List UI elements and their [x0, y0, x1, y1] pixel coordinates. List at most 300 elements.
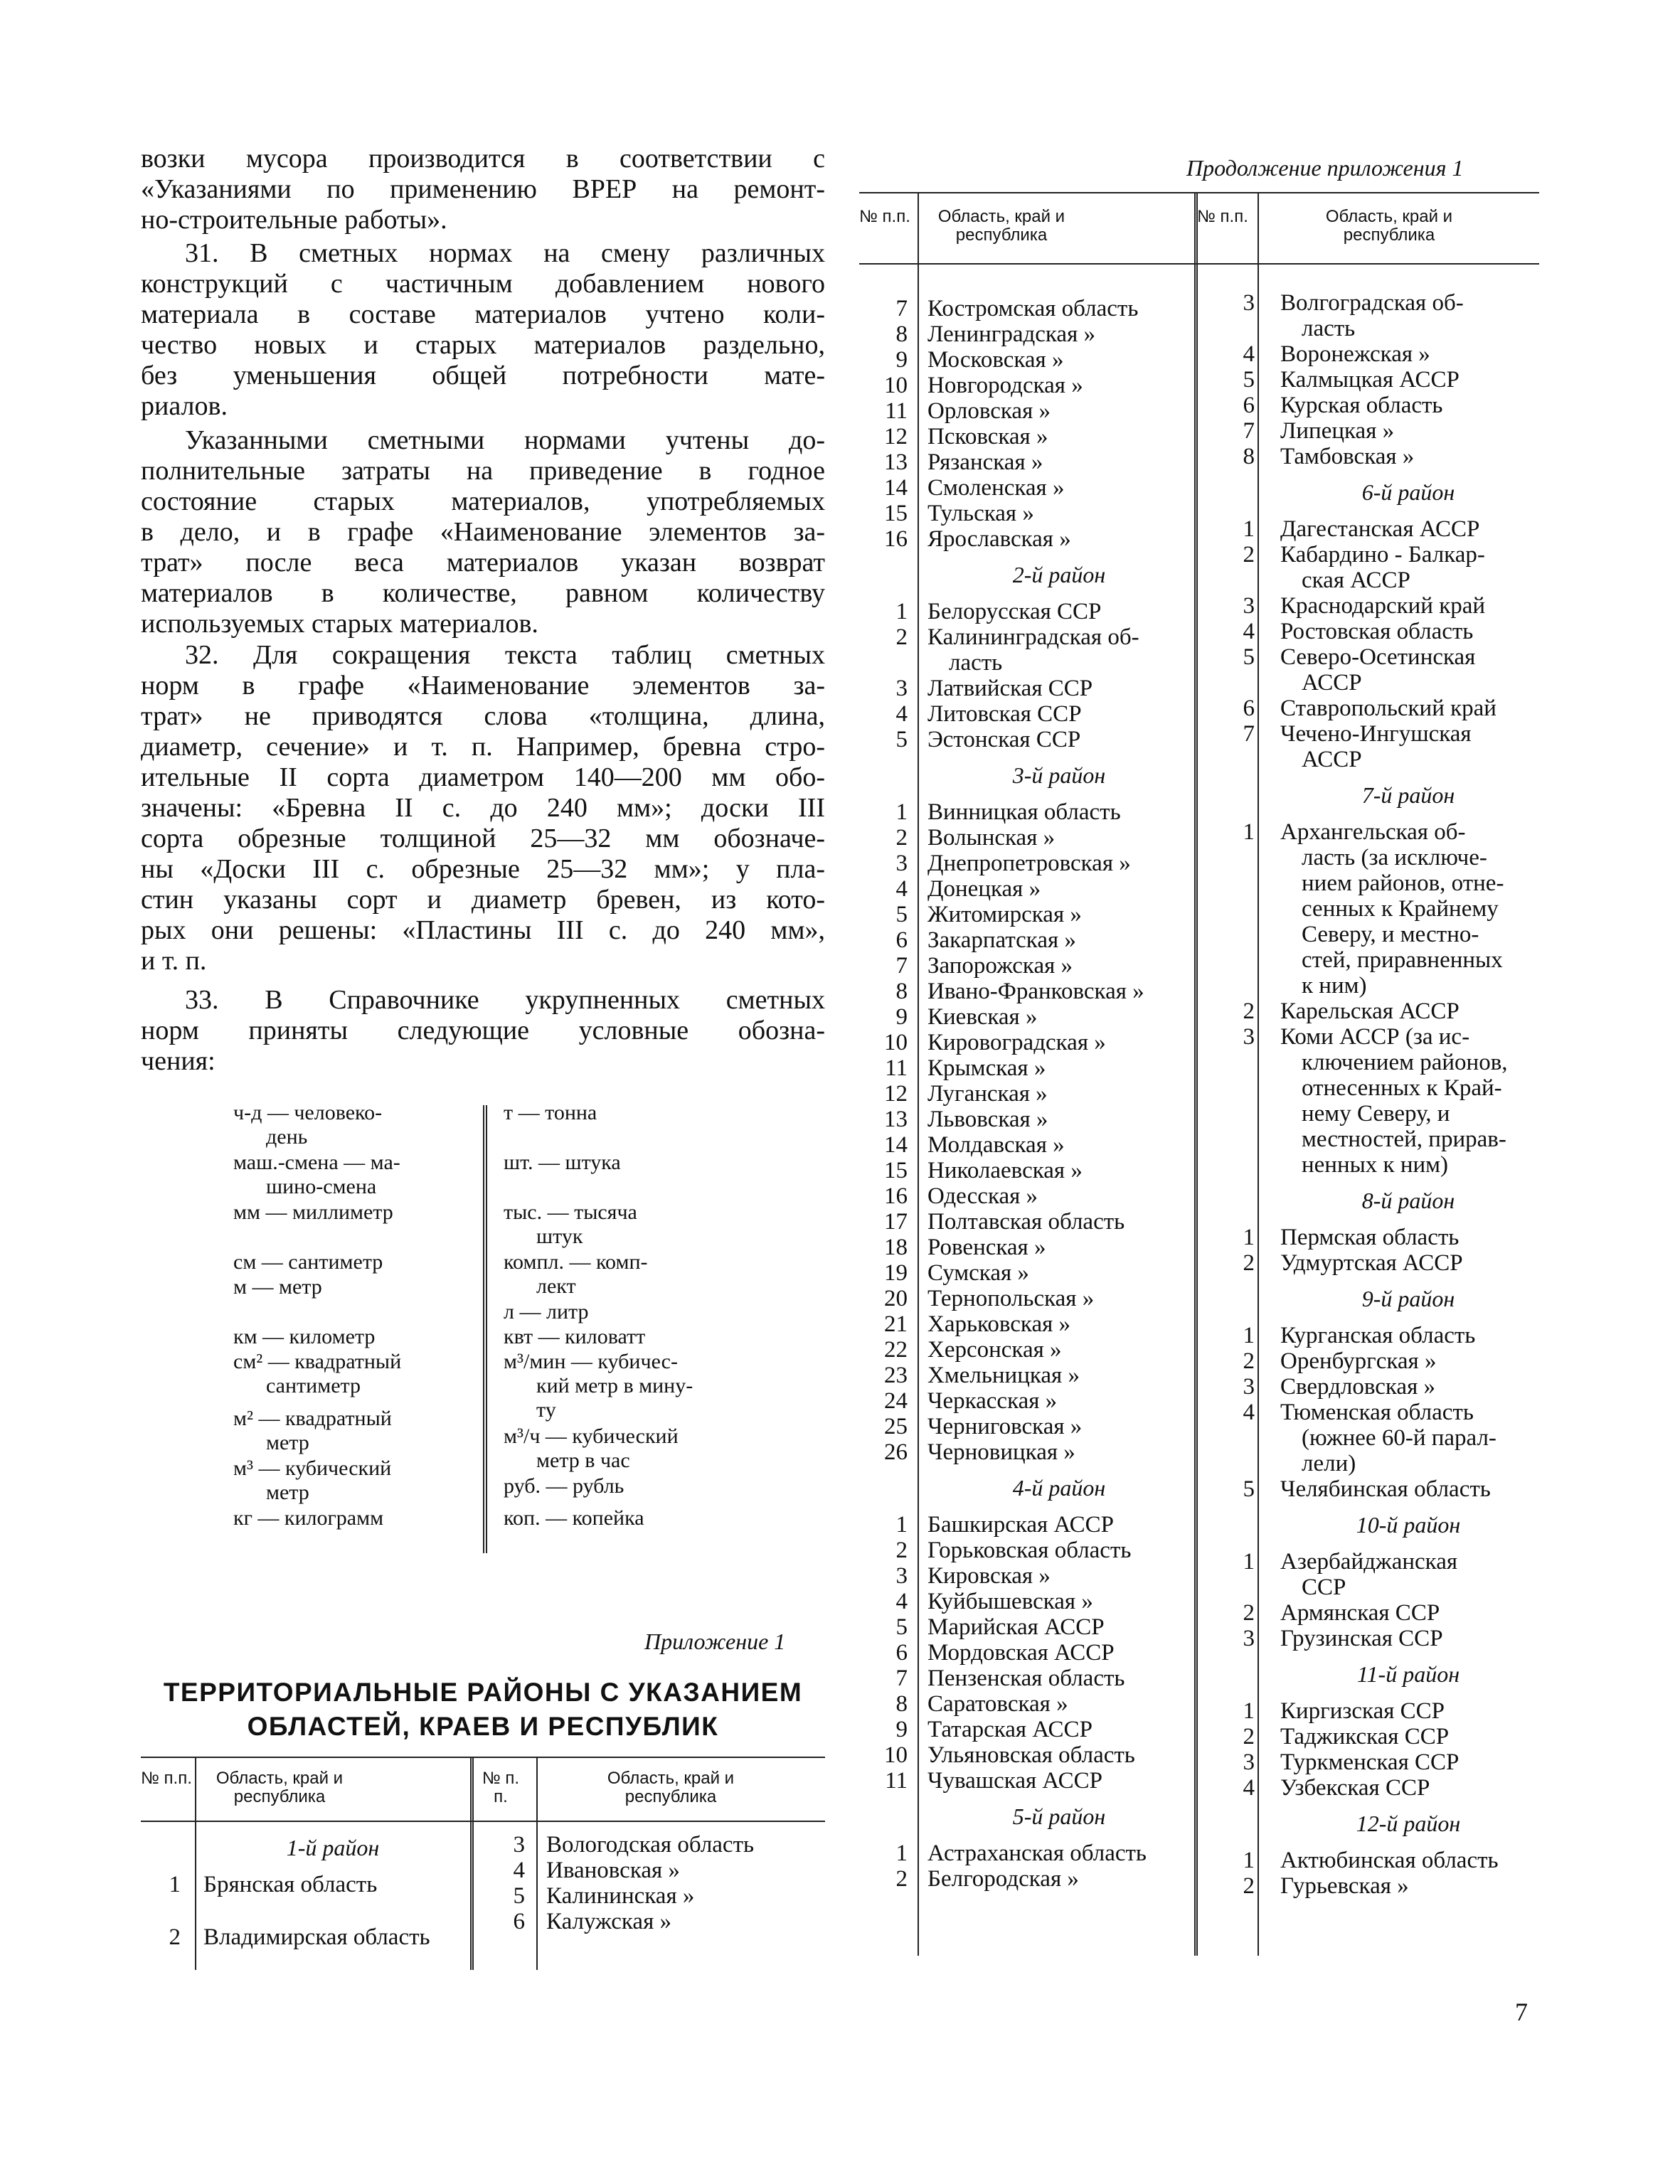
region-name: Куйбышевская »: [927, 1589, 1093, 1614]
text-line: без уменьшения общей потребности мате-: [141, 361, 825, 390]
row-number: 3: [513, 1832, 525, 1858]
abbreviation-item: [504, 1101, 597, 1125]
abbreviation-text: м³/мин — кубичес-: [504, 1350, 678, 1373]
region-name: Ярославская »: [927, 526, 1071, 552]
region-name: Калужская »: [546, 1909, 672, 1934]
region-name: Брянская область: [203, 1872, 378, 1897]
region-name: Харьковская »: [927, 1311, 1071, 1337]
abbreviation-text: квт — киловатт: [504, 1325, 646, 1348]
region-name: Актюбинская область: [1280, 1848, 1499, 1873]
row-number: 13: [884, 449, 908, 475]
region-name: Курганская область: [1280, 1323, 1476, 1348]
row-number: 3: [1243, 1024, 1255, 1050]
region-name: Белорусская ССР: [927, 599, 1102, 624]
paragraph-31-continued: [141, 425, 825, 639]
region-name: Армянская ССР: [1280, 1600, 1440, 1626]
region-name: Сумская »: [927, 1260, 1029, 1286]
abbreviation-text: лект: [536, 1274, 576, 1298]
row-number: 3: [895, 1563, 908, 1589]
text-line: состояние старых материалов, употребляемых: [141, 486, 825, 516]
region-name: ласть: [1302, 316, 1356, 341]
region-name: ская АССР: [1302, 568, 1410, 593]
row-number: 4: [895, 1589, 908, 1614]
region-name: Северу, и местно-: [1302, 922, 1479, 947]
row-number: 1: [1243, 516, 1255, 542]
row-number: 5: [895, 902, 908, 927]
district-heading: 1-й район: [286, 1835, 380, 1860]
row-number: 7: [895, 296, 908, 321]
row-number: 1: [169, 1872, 181, 1897]
abbreviation-text: метр: [266, 1431, 309, 1454]
abbreviation-text: мм — миллиметр: [233, 1200, 393, 1224]
region-name: Николаевская »: [927, 1158, 1083, 1183]
text-line: рых они решены: «Пластины III с. до 240 мм»,: [141, 915, 825, 945]
abbreviation-item: [233, 1151, 400, 1199]
abbreviation-text: см² — квадратный: [233, 1350, 402, 1373]
abbreviation-text: коп. — копейка: [504, 1506, 644, 1530]
region-name: Таджикская ССР: [1280, 1724, 1450, 1749]
row-number: 5: [1243, 1476, 1255, 1502]
row-number: 12: [884, 424, 908, 449]
row-number: 10: [884, 1742, 908, 1768]
text-line: конструкций с частичным добавлением нового: [141, 269, 825, 299]
header-num-2: № п. п.: [482, 1769, 520, 1806]
region-name: Херсонская »: [927, 1337, 1062, 1363]
abbreviation-text: кий метр в мину-: [536, 1374, 693, 1397]
region-name: Латвийская ССР: [927, 676, 1093, 701]
row-number: 11: [885, 1055, 908, 1081]
row-number: 15: [884, 501, 908, 526]
row-number: 1: [1243, 1225, 1255, 1250]
row-number: 2: [1243, 1724, 1255, 1749]
abbreviation-item: [233, 1456, 391, 1505]
row-number: 1: [895, 1841, 908, 1866]
row-number: 9: [895, 1717, 908, 1742]
row-number: 9: [895, 1004, 908, 1030]
region-name: Краснодарский край: [1280, 593, 1486, 619]
abbreviation-text: тыс. — тысяча: [504, 1200, 637, 1224]
region-name: к ним): [1302, 973, 1367, 998]
abbreviation-item: [233, 1275, 322, 1299]
region-name: (южнее 60-й парал-: [1302, 1425, 1496, 1451]
abbreviation-text: л — литр: [504, 1300, 589, 1323]
region-name: Калининградская об-: [927, 624, 1139, 650]
region-name: Смоленская »: [927, 475, 1065, 501]
abbreviation-item: [504, 1325, 645, 1349]
region-name: Псковская »: [927, 424, 1048, 449]
region-name: Волынская »: [927, 825, 1056, 851]
text-line: материалов в количестве, равном количеству: [141, 578, 825, 608]
region-name: Астраханская область: [927, 1841, 1147, 1866]
region-name: Ростовская область: [1280, 619, 1474, 644]
region-name: Луганская »: [927, 1081, 1048, 1107]
abbreviation-item: [233, 1350, 401, 1398]
district-heading: 3-й район: [1012, 762, 1106, 788]
district-heading: 4-й район: [1012, 1475, 1106, 1501]
row-number: 3: [895, 851, 908, 876]
text-line: диаметр, сечение» и т. п. Например, бревна стро-: [141, 732, 825, 762]
region-name: Пензенская область: [927, 1666, 1125, 1691]
region-name: Киевская »: [927, 1004, 1038, 1030]
region-name: Львовская »: [927, 1107, 1048, 1132]
abbreviation-text: м³ — кубический: [233, 1456, 392, 1480]
region-name: нием районов, отне-: [1302, 870, 1504, 896]
region-name: Закарпатская »: [927, 927, 1076, 953]
text-line: 32. Для сокращения текста таблиц сметных: [185, 640, 825, 670]
row-number: 10: [884, 373, 908, 398]
appendix-label: Приложение 1: [644, 1629, 786, 1654]
region-name: ласть: [949, 650, 1003, 676]
region-name: Кировоградская »: [927, 1030, 1106, 1055]
abbreviation-item: [504, 1350, 693, 1422]
region-name: стей, приравненных: [1302, 947, 1503, 973]
row-number: 2: [1243, 998, 1255, 1024]
district-heading: 2-й район: [1012, 562, 1106, 587]
text-line: Указанными сметными нормами учтены до-: [185, 425, 825, 455]
region-name: Карельская АССР: [1280, 998, 1460, 1024]
abbreviation-text: м³/ч — кубический: [504, 1424, 679, 1448]
header-num-4: № п.п.: [1197, 207, 1248, 226]
district-heading: 11-й район: [1356, 1661, 1460, 1687]
abbreviation-text: ч-д — человеко-: [233, 1101, 383, 1124]
region-name: Винницкая область: [927, 799, 1121, 825]
abbreviation-item: [233, 1325, 375, 1349]
header-region-4: Область, край и республика: [1325, 207, 1453, 245]
row-number: 25: [884, 1414, 908, 1439]
region-name: Рязанская »: [927, 449, 1043, 475]
region-name: Чечено-Ингушская: [1280, 721, 1472, 747]
region-name: Пермская область: [1280, 1225, 1460, 1250]
abbreviation-text: маш.-смена — ма-: [233, 1151, 400, 1174]
region-name: Татарская АССР: [927, 1717, 1092, 1742]
row-number: 5: [513, 1883, 525, 1909]
paragraph-continued: [141, 144, 825, 235]
abbreviation-item: [233, 1506, 383, 1530]
region-name: Гурьевская »: [1280, 1873, 1409, 1899]
abbreviation-text: метр в час: [536, 1449, 630, 1472]
region-name: Молдавская »: [927, 1132, 1065, 1158]
region-name: Полтавская область: [927, 1209, 1125, 1235]
row-number: 18: [884, 1235, 908, 1260]
region-name: Калининская »: [546, 1883, 695, 1909]
abbreviation-item: [233, 1101, 382, 1149]
abbreviation-text: кг — килограмм: [233, 1506, 384, 1530]
header-num-3: № п.п.: [859, 207, 910, 226]
row-number: 8: [895, 1691, 908, 1717]
region-name: Саратовская »: [927, 1691, 1068, 1717]
abbreviation-item: [504, 1424, 679, 1473]
abbreviation-text: день: [266, 1125, 308, 1149]
paragraph-31: [141, 238, 825, 422]
region-name: АССР: [1302, 670, 1362, 696]
abbreviation-text: штук: [536, 1225, 583, 1248]
region-name: отнесенных к Край-: [1302, 1075, 1502, 1101]
abbreviation-item: [233, 1407, 392, 1455]
header-region: Область, край и республика: [216, 1769, 344, 1806]
region-name: ненных к ним): [1302, 1152, 1449, 1178]
district-heading: 7-й район: [1361, 782, 1455, 808]
row-number: 5: [1243, 367, 1255, 393]
row-number: 1: [1243, 1698, 1255, 1724]
district-heading: 5-й район: [1012, 1804, 1106, 1829]
region-name: Запорожская »: [927, 953, 1073, 979]
district-heading: 6-й район: [1361, 479, 1455, 505]
row-number: 22: [884, 1337, 908, 1363]
row-number: 7: [895, 1666, 908, 1691]
region-name: Владимирская область: [203, 1924, 430, 1950]
region-name: местностей, прирав-: [1302, 1126, 1506, 1152]
region-name: Туркменская ССР: [1280, 1749, 1460, 1775]
text-line: чения:: [141, 1046, 216, 1076]
header-region-3: Область, край и республика: [937, 207, 1065, 245]
row-number: 11: [885, 1768, 908, 1794]
abbreviation-text: сантиметр: [266, 1374, 361, 1397]
abbreviation-item: [233, 1250, 383, 1274]
row-number: 2: [169, 1924, 181, 1950]
row-number: 23: [884, 1363, 908, 1388]
text-line: норм приняты следующие условные обозна-: [141, 1016, 825, 1045]
row-number: 21: [884, 1311, 908, 1337]
row-number: 2: [1243, 1873, 1255, 1899]
region-name: Дагестанская АССР: [1280, 516, 1480, 542]
region-name: Новгородская »: [927, 373, 1083, 398]
region-name: Свердловская »: [1280, 1374, 1436, 1400]
row-number: 7: [895, 953, 908, 979]
abbreviations-list: [233, 1101, 760, 1570]
appendix-title-line2: ОБЛАСТЕЙ, КРАЕВ И РЕСПУБЛИК: [247, 1712, 719, 1741]
region-name: Вологодская область: [546, 1832, 755, 1858]
region-name: Литовская ССР: [927, 701, 1082, 727]
region-name: АССР: [1302, 747, 1362, 772]
row-number: 1: [895, 599, 908, 624]
row-number: 4: [1243, 341, 1255, 367]
region-name: Ивановская »: [546, 1858, 680, 1883]
row-number: 3: [1243, 593, 1255, 619]
row-number: 8: [895, 321, 908, 347]
row-number: 4: [1243, 1400, 1255, 1425]
row-number: 14: [884, 475, 908, 501]
district-heading: 12-й район: [1356, 1811, 1461, 1836]
region-name: Мордовская АССР: [927, 1640, 1115, 1666]
region-name: Удмуртская АССР: [1280, 1250, 1463, 1276]
row-number: 5: [895, 727, 908, 752]
row-number: 5: [895, 1614, 908, 1640]
paragraph-32: [141, 640, 825, 976]
row-number: 1: [1243, 1323, 1255, 1348]
row-number: 12: [884, 1081, 908, 1107]
row-number: 9: [895, 347, 908, 373]
text-line: 33. В Справочнике укрупненных сметных: [185, 985, 825, 1015]
row-number: 7: [1243, 418, 1255, 444]
row-number: 4: [1243, 1775, 1255, 1801]
region-name: Тюменская область: [1280, 1400, 1474, 1425]
row-number: 8: [1243, 444, 1255, 469]
text-line: используемых старых материалов.: [141, 609, 538, 639]
region-name: Тернопольская »: [927, 1286, 1095, 1311]
row-number: 1: [1243, 819, 1255, 845]
districts-table-start: [141, 1749, 825, 1970]
header-region-2: Область, край и республика: [607, 1769, 735, 1806]
text-line: чество новых и старых материалов раздельно,: [141, 330, 825, 360]
row-number: 1: [895, 1512, 908, 1538]
paragraph-33: [141, 985, 825, 1077]
region-name: Кабардино - Балкар-: [1280, 542, 1485, 568]
region-name: Киргизская ССР: [1280, 1698, 1445, 1724]
row-number: 19: [884, 1260, 908, 1286]
text-line: материала в составе материалов учтено коли-: [141, 299, 825, 329]
region-name: Ленинградская »: [927, 321, 1096, 347]
row-number: 7: [1243, 721, 1255, 747]
region-name: Черкасская »: [927, 1388, 1058, 1414]
region-name: Эстонская ССР: [927, 727, 1081, 752]
abbreviation-text: шино-смена: [266, 1175, 377, 1198]
row-number: 3: [1243, 1626, 1255, 1651]
row-number: 3: [895, 676, 908, 701]
row-number: 16: [884, 526, 908, 552]
region-name: Челябинская область: [1280, 1476, 1491, 1502]
region-name: Московская »: [927, 347, 1064, 373]
text-line: ительные II сорта диаметром 140—200 мм обо-: [141, 762, 825, 792]
region-name: Ульяновская область: [927, 1742, 1135, 1768]
region-name: Костромская область: [927, 296, 1139, 321]
region-name: Коми АССР (за ис-: [1280, 1024, 1470, 1050]
region-name: Грузинская ССР: [1280, 1626, 1443, 1651]
region-name: Северо-Осетинская: [1280, 644, 1476, 670]
row-number: 6: [1243, 393, 1255, 418]
abbreviation-item: [504, 1300, 588, 1324]
region-name: Житомирская »: [927, 902, 1082, 927]
district-heading: 9-й район: [1361, 1286, 1455, 1311]
text-line: риалов.: [141, 391, 228, 421]
text-line: ны «Доски III с. обрезные 25—32 мм»; у пла-: [141, 854, 825, 884]
row-number: 6: [895, 1640, 908, 1666]
abbreviation-item: [504, 1474, 624, 1498]
abbreviation-text: компл. — комп-: [504, 1250, 648, 1274]
abbreviation-text: метр: [266, 1481, 309, 1504]
row-number: 6: [895, 927, 908, 953]
row-number: 13: [884, 1107, 908, 1132]
region-name: Хмельницкая »: [927, 1363, 1080, 1388]
row-number: 16: [884, 1183, 908, 1209]
abbreviation-text: м² — квадратный: [233, 1407, 392, 1430]
abbreviation-text: т — тонна: [504, 1101, 597, 1124]
region-name: Черновицкая »: [927, 1439, 1075, 1465]
row-number: 6: [513, 1909, 525, 1934]
region-name: Ровенская »: [927, 1235, 1046, 1260]
text-line: значены: «Бревна II с. до 240 мм»; доски III: [141, 793, 825, 823]
region-name: ССР: [1302, 1575, 1346, 1600]
text-line: полнительные затраты на приведение в годное: [141, 456, 825, 486]
region-name: Курская область: [1280, 393, 1443, 418]
region-name: Калмыцкая АССР: [1280, 367, 1460, 393]
row-number: 2: [895, 1866, 908, 1892]
text-line: трат» после веса материалов указан возврат: [141, 548, 825, 577]
row-number: 1: [895, 799, 908, 825]
row-number: 8: [895, 979, 908, 1004]
region-name: Кировская »: [927, 1563, 1051, 1589]
region-name: Воронежская »: [1280, 341, 1430, 367]
row-number: 11: [885, 398, 908, 424]
row-number: 2: [1243, 1250, 1255, 1276]
abbreviation-text: ту: [536, 1398, 556, 1422]
row-number: 1: [1243, 1848, 1255, 1873]
region-name: Горьковская область: [927, 1538, 1132, 1563]
row-number: 2: [895, 825, 908, 851]
text-line: норм в графе «Наименование элементов за-: [141, 671, 825, 701]
row-number: 4: [895, 876, 908, 902]
region-name: сенных к Крайнему: [1302, 896, 1499, 922]
row-number: 4: [513, 1858, 525, 1883]
abbreviation-text: км — километр: [233, 1325, 376, 1348]
region-name: Узбекская ССР: [1280, 1775, 1430, 1801]
page-number: 7: [1515, 1998, 1528, 2026]
region-name: ключением районов,: [1302, 1050, 1508, 1075]
region-name: лели): [1302, 1451, 1356, 1476]
district-heading: 8-й район: [1361, 1188, 1455, 1213]
appendix-title-line1: ТЕРРИТОРИАЛЬНЫЕ РАЙОНЫ С УКАЗАНИЕМ: [163, 1678, 803, 1707]
region-name: Волгоградская об-: [1280, 290, 1464, 316]
region-name: Черниговская »: [927, 1414, 1083, 1439]
abbreviation-item: [233, 1200, 393, 1225]
row-number: 14: [884, 1132, 908, 1158]
region-name: Белгородская »: [927, 1866, 1079, 1892]
region-name: Тульская »: [927, 501, 1034, 526]
header-num: № п.п.: [141, 1769, 192, 1788]
districts-table-continued: [859, 192, 1539, 1970]
text-line: «Указаниями по применению ВРЕР на ремонт-: [141, 174, 825, 204]
row-number: 17: [884, 1209, 908, 1235]
row-number: 26: [884, 1439, 908, 1465]
abbreviation-item: [504, 1506, 644, 1530]
region-name: Крымская »: [927, 1055, 1046, 1081]
text-line: в дело, и в графе «Наименование элементов за-: [141, 517, 825, 547]
abbreviation-item: [504, 1250, 648, 1299]
row-number: 2: [1243, 1348, 1255, 1374]
region-name: ласть (за исключе-: [1302, 845, 1487, 870]
row-number: 5: [1243, 644, 1255, 670]
row-number: 4: [895, 701, 908, 727]
text-line: возки мусора производится в соответствии с: [141, 144, 825, 174]
abbreviation-text: шт. — штука: [504, 1151, 621, 1174]
region-name: Башкирская АССР: [927, 1512, 1115, 1538]
continuation-label: Продолжение приложения 1: [1186, 155, 1464, 181]
row-number: 4: [1243, 619, 1255, 644]
region-name: Оренбургская »: [1280, 1348, 1437, 1374]
row-number: 2: [895, 1538, 908, 1563]
region-name: Орловская »: [927, 398, 1051, 424]
text-line: но-строительные работы».: [141, 205, 447, 235]
abbreviation-text: м — метр: [233, 1275, 322, 1299]
row-number: 3: [1243, 290, 1255, 316]
row-number: 2: [1243, 542, 1255, 568]
text-line: трат» не приводятся слова «толщина, длина,: [141, 701, 825, 731]
abbreviation-item: [504, 1151, 621, 1175]
row-number: 10: [884, 1030, 908, 1055]
row-number: 1: [1243, 1549, 1255, 1575]
region-name: Чувашская АССР: [927, 1768, 1102, 1794]
region-name: Ставропольский край: [1280, 696, 1496, 721]
row-number: 3: [1243, 1374, 1255, 1400]
abbreviations-divider: [483, 1105, 487, 1553]
row-number: 15: [884, 1158, 908, 1183]
text-line: и т. п.: [141, 946, 207, 976]
region-name: Донецкая »: [927, 876, 1041, 902]
row-number: 20: [884, 1286, 908, 1311]
text-line: стин указаны сорт и диаметр бревен, из кото-: [141, 885, 825, 915]
district-heading: 10-й район: [1356, 1512, 1461, 1538]
text-line: сорта обрезные толщиной 25—32 мм обозначе-: [141, 824, 825, 853]
region-name: Ивано-Франковская »: [927, 979, 1144, 1004]
